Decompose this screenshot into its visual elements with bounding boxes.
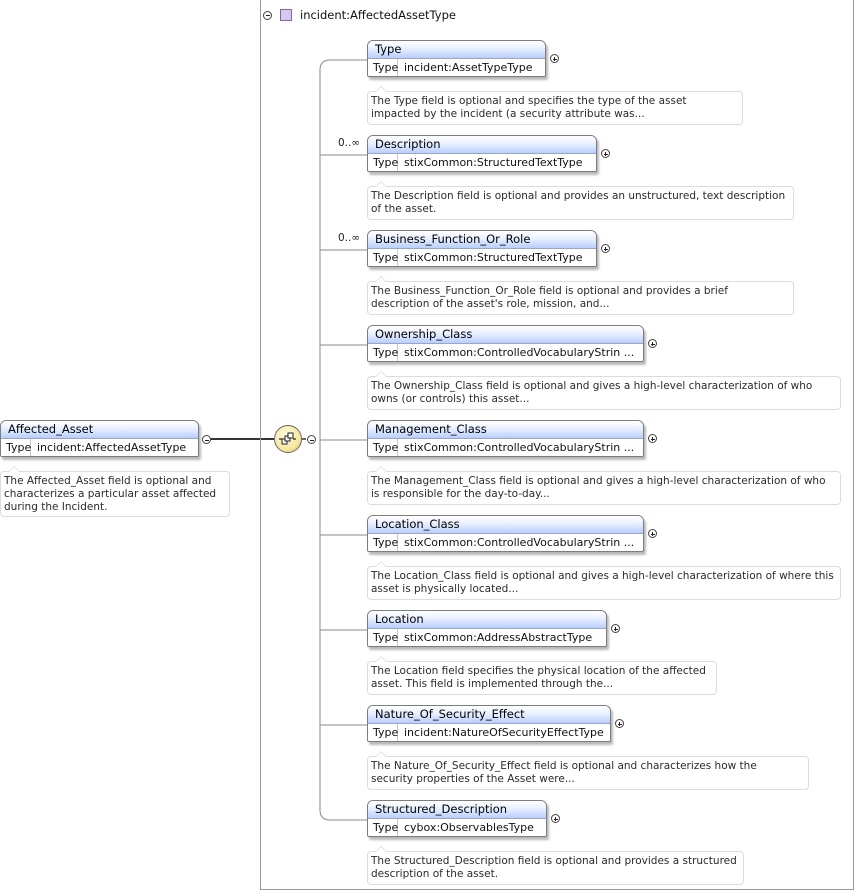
element-name: Management_Class xyxy=(368,421,643,439)
expand-element-icon[interactable] xyxy=(648,529,657,538)
element-type-row xyxy=(368,154,596,172)
doc-pointer-icon xyxy=(375,371,387,377)
type-label: Type xyxy=(368,534,398,552)
occurrence-label: 0..∞ xyxy=(338,137,361,149)
element-type-row xyxy=(368,439,643,457)
element-doc-text: The Location_Class field is optional and gives a high-level characterization of where this asset is physically located... xyxy=(371,570,834,595)
element-box[interactable] xyxy=(367,40,546,77)
element-name: Location xyxy=(368,611,606,629)
doc-pointer-icon xyxy=(375,86,387,92)
element-type: stixCommon:StructuredTextType xyxy=(404,156,583,169)
element-doc xyxy=(367,281,794,315)
element-doc-text: The Description field is optional and provides an unstructured, text description of the asset. xyxy=(371,190,786,215)
element-box[interactable] xyxy=(367,610,607,647)
element-name: Type xyxy=(368,41,545,59)
element-doc-text: The Structured_Description field is optional and provides a structured description of the asset. xyxy=(371,855,737,880)
element-box[interactable] xyxy=(367,515,644,552)
element-type: incident:NatureOfSecurityEffectType xyxy=(404,726,604,739)
expand-element-icon[interactable] xyxy=(648,339,657,348)
element-type: stixCommon:ControlledVocabularyStrin ... xyxy=(404,441,635,454)
element-name: Business_Function_Or_Role xyxy=(368,231,596,249)
element-doc xyxy=(367,756,809,790)
doc-pointer-icon xyxy=(8,466,20,472)
expand-element-icon[interactable] xyxy=(601,244,610,253)
root-doc-text: The Affected_Asset field is optional and characterizes a particular asset affected during the Incident. xyxy=(4,475,217,513)
doc-pointer-icon xyxy=(375,561,387,567)
root-element-doc xyxy=(0,471,230,517)
type-label: Type xyxy=(368,344,398,362)
expand-element-icon[interactable] xyxy=(551,814,560,823)
expand-element-icon[interactable] xyxy=(615,719,624,728)
element-name: Ownership_Class xyxy=(368,326,643,344)
root-element-box[interactable] xyxy=(0,420,199,457)
collapse-type-icon[interactable] xyxy=(263,11,272,20)
element-doc xyxy=(367,91,743,125)
element-type: stixCommon:ControlledVocabularyStrin ... xyxy=(404,346,635,359)
type-label: Type xyxy=(368,629,398,647)
element-type: stixCommon:ControlledVocabularyStrin ... xyxy=(404,536,635,549)
element-doc xyxy=(367,566,841,600)
doc-pointer-icon xyxy=(375,846,387,852)
doc-pointer-icon xyxy=(375,276,387,282)
element-box[interactable] xyxy=(367,135,597,172)
element-box[interactable] xyxy=(367,800,547,837)
element-type-row xyxy=(368,724,610,742)
expand-element-icon[interactable] xyxy=(611,624,620,633)
type-label: Type xyxy=(1,439,31,457)
doc-pointer-icon xyxy=(375,466,387,472)
element-type-row xyxy=(368,249,596,267)
element-name: Nature_Of_Security_Effect xyxy=(368,706,610,724)
element-box[interactable] xyxy=(367,420,644,457)
element-type: stixCommon:AddressAbstractType xyxy=(404,631,593,644)
element-type-row xyxy=(368,819,546,837)
expand-element-icon[interactable] xyxy=(550,54,559,63)
doc-pointer-icon xyxy=(375,656,387,662)
complex-type-icon xyxy=(280,9,292,21)
type-label: Type xyxy=(368,439,398,457)
sequence-icon xyxy=(279,431,297,447)
collapse-root-icon[interactable] xyxy=(202,435,211,444)
occurrence-label: 0..∞ xyxy=(338,232,361,244)
element-doc-text: The Type field is optional and specifies the type of the asset impacted by the incident (a security attribute was... xyxy=(371,95,687,120)
element-doc xyxy=(367,186,794,220)
complex-type-name: incident:AffectedAssetType xyxy=(300,8,456,22)
expand-element-icon[interactable] xyxy=(601,149,610,158)
element-doc-text: The Business_Function_Or_Role field is optional and provides a brief description of the asset's role, mission, and... xyxy=(371,285,728,310)
collapse-sequence-icon[interactable] xyxy=(307,435,316,444)
element-doc-text: The Location field specifies the physical location of the affected asset. This field is implemented through the... xyxy=(371,665,706,690)
element-type-row xyxy=(368,629,606,647)
type-label: Type xyxy=(368,154,398,172)
element-type: stixCommon:StructuredTextType xyxy=(404,251,583,264)
type-label: Type xyxy=(368,819,398,837)
element-doc xyxy=(367,661,717,695)
element-name: Structured_Description xyxy=(368,801,546,819)
element-type: incident:AssetTypeType xyxy=(404,61,533,74)
type-label: Type xyxy=(368,59,398,77)
element-box[interactable] xyxy=(367,230,597,267)
type-label: Type xyxy=(368,724,398,742)
element-type-row xyxy=(368,344,643,362)
element-doc xyxy=(367,851,744,885)
sequence-compositor[interactable] xyxy=(274,425,302,453)
element-name: Description xyxy=(368,136,596,154)
element-type-row xyxy=(368,534,643,552)
element-doc xyxy=(367,376,841,410)
doc-pointer-icon xyxy=(375,751,387,757)
element-doc-text: The Ownership_Class field is optional and gives a high-level characterization of who owns (or controls) this asset... xyxy=(371,380,813,405)
element-box[interactable] xyxy=(367,325,644,362)
element-box[interactable] xyxy=(367,705,611,742)
root-element-type-row xyxy=(1,439,198,457)
element-type-row xyxy=(368,59,545,77)
expand-element-icon[interactable] xyxy=(648,434,657,443)
element-type: cybox:ObservablesType xyxy=(404,821,534,834)
element-doc-text: The Nature_Of_Security_Effect field is optional and characterizes how the security properties of the Asset were... xyxy=(371,760,757,785)
type-label: Type xyxy=(368,249,398,267)
complex-type-header xyxy=(263,6,456,24)
root-element-type: incident:AffectedAssetType xyxy=(37,441,187,454)
element-name: Location_Class xyxy=(368,516,643,534)
doc-pointer-icon xyxy=(375,181,387,187)
element-doc-text: The Management_Class field is optional and gives a high-level characterization of who is responsible for the day-to-day... xyxy=(371,475,826,500)
element-doc xyxy=(367,471,841,505)
root-element-name: Affected_Asset xyxy=(1,421,198,439)
